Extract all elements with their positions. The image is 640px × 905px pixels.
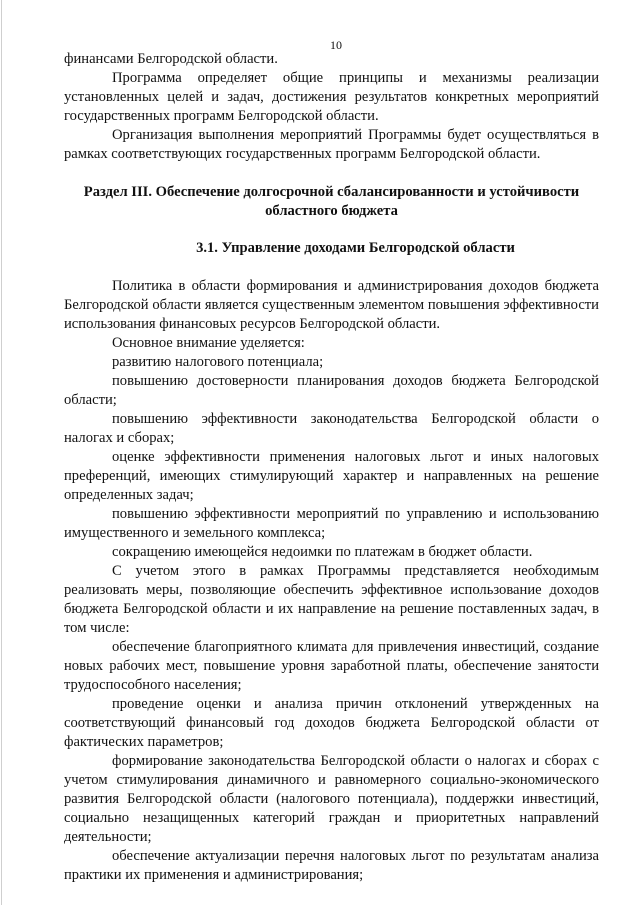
paragraph: С учетом этого в рамках Программы представляется необходимым реализовать меры, позволяющие обеспечить эффективное использование доходов бюджета Белгородской области и их направление на решение поставленных задач, в том числе: <box>64 563 599 636</box>
list-item: сокращению имеющейся недоимки по платежам в бюджет области. <box>112 544 533 560</box>
paragraph: Политика в области формирования и администрирования доходов бюджета Белгородской области является существенным элементом повышения эффективности использования финансовых ресурсов Белгородской области. <box>64 278 599 332</box>
document-body <box>64 50 599 885</box>
list-item: повышению эффективности мероприятий по управлению и использованию имущественного и земельного комплекса; <box>64 506 599 541</box>
scan-edge-line <box>1 0 2 905</box>
list-item: обеспечение благоприятного климата для привлечения инвестиций, создание новых рабочих мест, повышение уровня заработной платы, обеспечение занятости трудоспособного населения; <box>64 639 599 693</box>
list-item: формирование законодательства Белгородской области о налогах и сборах с учетом стимулирования динамичного и равномерного социально-экономического развития Белгородской области (налогового потенциала), поддержки инвестиций, социально незащищенных категорий граждан и приоритетных направлений деятельности; <box>64 753 599 845</box>
paragraph: финансами Белгородской области. <box>64 51 278 67</box>
list-item: оценке эффективности применения налоговых льгот и иных налоговых преференций, имеющих стимулирующий характер и направленных на решение определенных задач; <box>64 449 599 503</box>
paragraph: Основное внимание уделяется: <box>112 335 305 351</box>
section-title: Раздел III. Обеспечение долгосрочной сбалансированности и устойчивости областного бюджета <box>83 184 580 219</box>
list-item: обеспечение актуализации перечня налоговых льгот по результатам анализа практики их применения и администрирования; <box>64 848 599 883</box>
list-item: развитию налогового потенциала; <box>112 354 324 370</box>
list-item: проведение оценки и анализа причин отклонений утвержденных на соответствующий финансовый год доходов бюджета Белгородской области от фактических параметров; <box>64 696 599 750</box>
subsection-title: 3.1. Управление доходами Белгородской области <box>196 240 515 256</box>
paragraph: Организация выполнения мероприятий Программы будет осуществляться в рамках соответствующих государственных программ Белгородской области. <box>64 127 599 162</box>
list-item: повышению эффективности законодательства Белгородской области о налогах и сборах; <box>64 411 599 446</box>
list-item: повышению достоверности планирования доходов бюджета Белгородской области; <box>64 373 599 408</box>
page-number: 10 <box>330 38 342 52</box>
paragraph: Программа определяет общие принципы и механизмы реализации установленных целей и задач, достижения результатов конкретных мероприятий государственных программ Белгородской области. <box>64 70 599 124</box>
